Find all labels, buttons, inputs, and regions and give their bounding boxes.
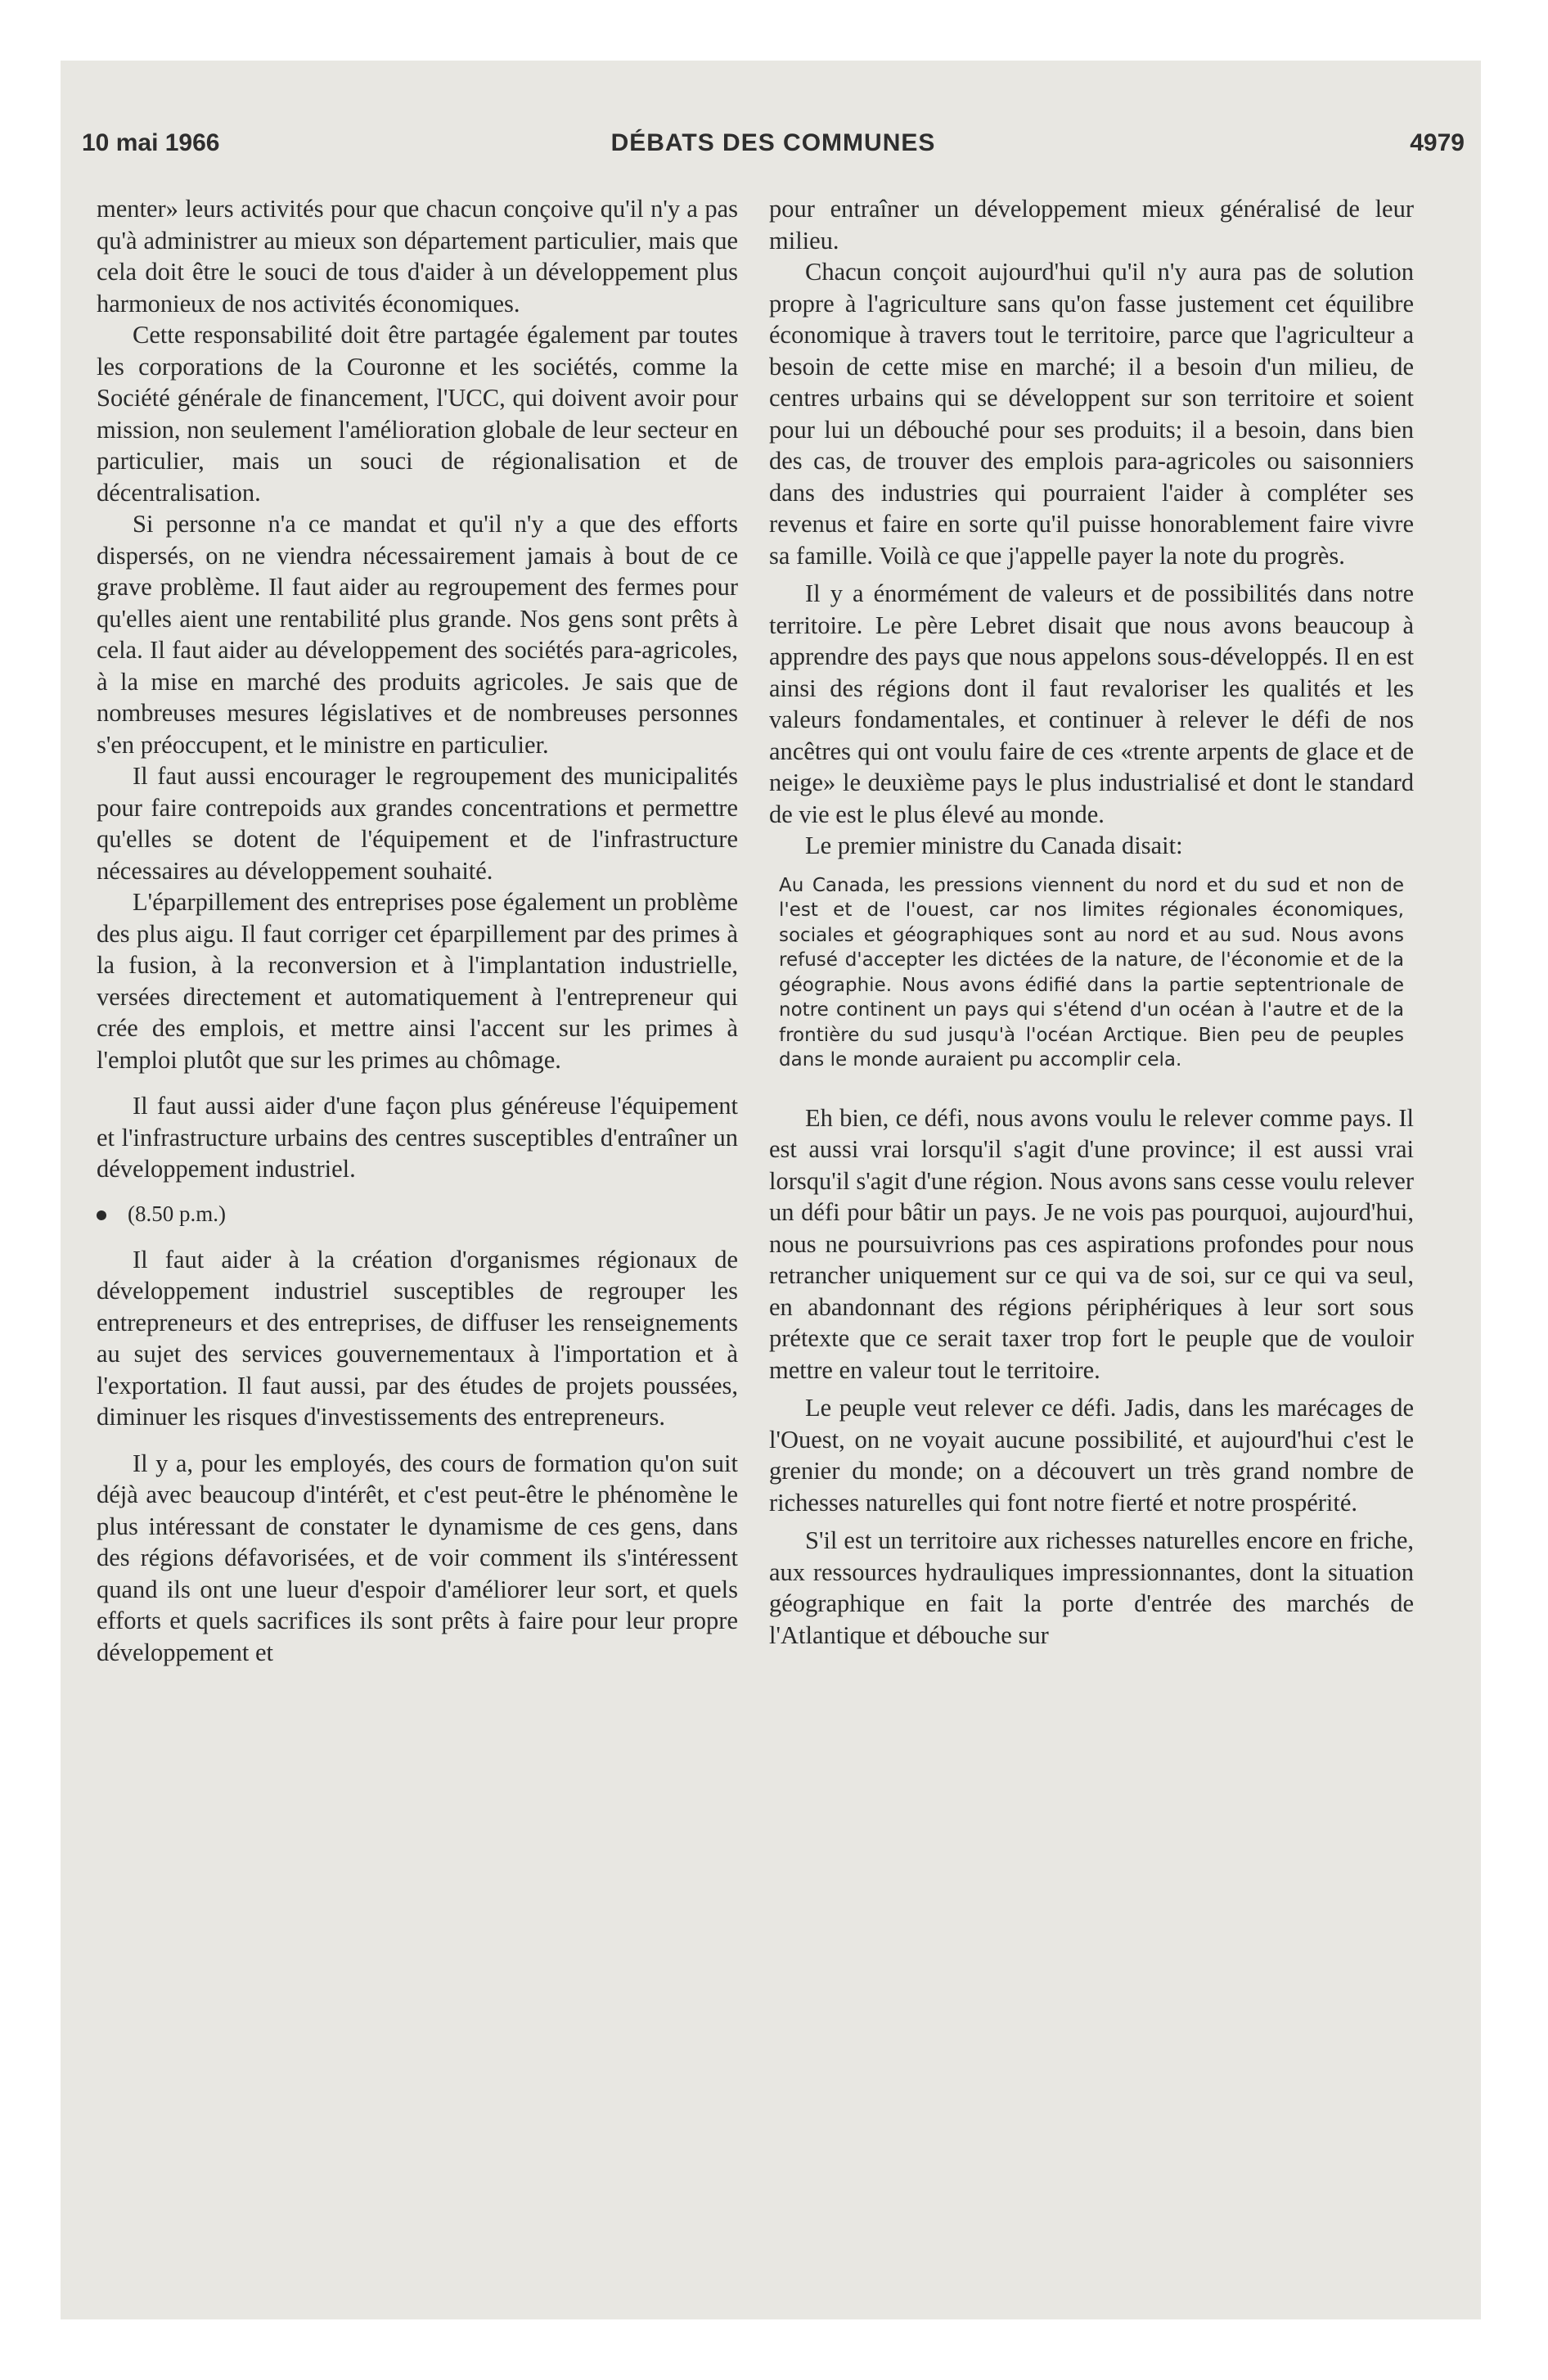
paragraph: Si personne n'a ce mandat et qu'il n'y a que des efforts dispersés, on ne viendra nécessairement jamais à bout de ce grave problème. Il faut aider au regroupement des fermes pour qu'elles aient une rentabilité plus grande. Nos gens sont prêts à cela. Il faut aider au développement des sociétés para-agricoles, à la mise en marché des produits agricoles. Je sais que de nombreuses mesures législatives et de nombreuses personnes s'en préoccupent, et le ministre en particulier. — [97, 510, 738, 759]
paragraph: Cette responsabilité doit être partagée également par toutes les corporations de la Couronne et les sociétés, comme la Société générale de financement, l'UCC, qui doivent avoir pour mission, non seulement l'amélioration globale de leur secteur en particulier, mais un souci de régionalisation et de décentralisation. — [97, 321, 738, 507]
block-quote: Au Canada, les pressions viennent du nord et du sud et non de l'est et de l'ouest, car nos limites régionales économiques, sociales et géographiques sont au nord et au sud. Nous avons refusé d'accepter les dictées de la nature, de l'économie et de la géographie. Nous avons édifié dans la partie septentrionale de notre continent un pays qui s'étend d'un océan à l'autre et de la frontière du sud jusqu'à l'océan Arctique. Bien peu de peuples dans le monde auraient pu accomplir cela. — [779, 874, 1404, 1071]
journal-title: DÉBATS DES COMMUNES — [610, 129, 936, 156]
paragraph: Eh bien, ce défi, nous avons voulu le relever comme pays. Il est aussi vrai lorsqu'il s'agit d'une province; il est aussi vrai lorsqu'il s'agit d'une région. Nous avons sans cesse voulu relever un défi pour bâtir un pays. Je ne vois pas pourquoi, aujourd'hui, nous ne poursuivrions pas ces aspirations profondes pour nous retrancher uniquement sur ce qui va de soi, sur ce qui va seul, en abandonnant des régions périphériques à leur sort sous prétexte que ce serait taxer trop fort le peuple que de vouloir mettre en valeur tout le territoire. — [769, 1103, 1414, 1384]
paragraph: Chacun conçoit aujourd'hui qu'il n'y aura pas de solution propre à l'agriculture sans qu'on fasse justement cet équilibre économique à travers tout le territoire, parce que l'agriculteur a besoin de cette mise en marché; il a besoin d'un milieu, de centres urbains qui se développent sur son territoire et soient pour lui un débouché pour ses produits; il a besoin, dans bien des cas, de trouver des emplois para-agricoles ou saisonniers dans des industries qui pourraient l'aider à compléter ses revenus et faire en sorte qu'il puisse honorablement faire vivre sa famille. Voilà ce que j'appelle payer la note du progrès. — [769, 258, 1414, 570]
paragraph: S'il est un territoire aux richesses naturelles encore en friche, aux ressources hydrauliques impressionnantes, dont la situation géographique en fait la porte d'entrée des marchés de l'Atlantique et débouche sur — [769, 1526, 1414, 1649]
paragraph: Il y a énormément de valeurs et de possibilités dans notre territoire. Le père Lebret disait que nous avons beaucoup à apprendre des pays que nous appelons sous-développés. Il en est ainsi des régions dont il faut revaloriser les qualités et les valeurs fondamentales, et continuer à relever le défi de nos ancêtres qui ont voulu faire de ces «trente arpents de glace et de neige» le deuxième pays le plus industrialisé et dont le standard de vie est le plus élevé au monde. — [769, 579, 1414, 828]
page-number: 4979 — [1410, 129, 1465, 156]
right-column — [769, 193, 1414, 1651]
paragraph: Il faut aussi aider d'une façon plus généreuse l'équipement et l'infrastructure urbains des centres susceptibles d'entraîner un développement industriel. — [97, 1092, 738, 1183]
left-column — [97, 193, 738, 1668]
paragraph: menter» leurs activités pour que chacun conçoive qu'il n'y a pas qu'à administrer au mieux son département particulier, mais que cela doit être le souci de tous d'aider à un développement plus harmonieux de nos activités économiques. — [97, 195, 738, 318]
bullet-icon — [97, 1210, 106, 1220]
issue-date: 10 mai 1966 — [82, 129, 220, 156]
paragraph: Le premier ministre du Canada disait: — [805, 832, 1183, 859]
paragraph: Il faut aussi encourager le regroupement des municipalités pour faire contrepoids aux grandes concentrations et permettre qu'elles se dotent de l'équipement et de l'infrastructure nécessaires au développement souhaité. — [97, 762, 738, 885]
paragraph: Le peuple veut relever ce défi. Jadis, dans les marécages de l'Ouest, on ne voyait aucune possibilité, et aujourd'hui c'est le grenier du monde; on a découvert un très grand nombre de richesses naturelles qui font notre fierté et notre prospérité. — [769, 1394, 1414, 1517]
spacer — [769, 1073, 1414, 1102]
time-stamp-text: (8.50 p.m.) — [128, 1201, 226, 1226]
page-header — [82, 129, 1465, 170]
time-stamp — [97, 1200, 738, 1228]
paragraph: L'éparpillement des entreprises pose également un problème des plus aigu. Il faut corriger cet éparpillement par des primes à la fusion, à la reconversion et à l'implantation industrielle, versées directement et automatiquement à l'entrepreneur qui crée des emplois, et mettre ainsi l'accent sur les primes à l'emploi plutôt que sur les primes au chômage. — [97, 888, 738, 1074]
paragraph: Il y a, pour les employés, des cours de formation qu'on suit déjà avec beaucoup d'intérêt, et c'est peut-être le phénomène le plus intéressant de constater le dynamisme de ces gens, dans des régions défavorisées, et de voir comment ils s'intéressent quand ils ont une lueur d'espoir d'améliorer leur sort, et quels efforts et quels sacrifices ils sont prêts à faire pour leur propre développement et — [97, 1449, 738, 1666]
paragraph: pour entraîner un développement mieux généralisé de leur milieu. — [769, 195, 1414, 255]
paragraph: Il faut aider à la création d'organismes régionaux de développement industriel susceptibles de regrouper les entrepreneurs et des entreprises, de diffuser les renseignements au sujet des services gouvernementaux à l'importation et à l'exportation. Il faut aussi, par des études de projets poussées, diminuer les risques d'investissements des entrepreneurs. — [97, 1245, 738, 1431]
